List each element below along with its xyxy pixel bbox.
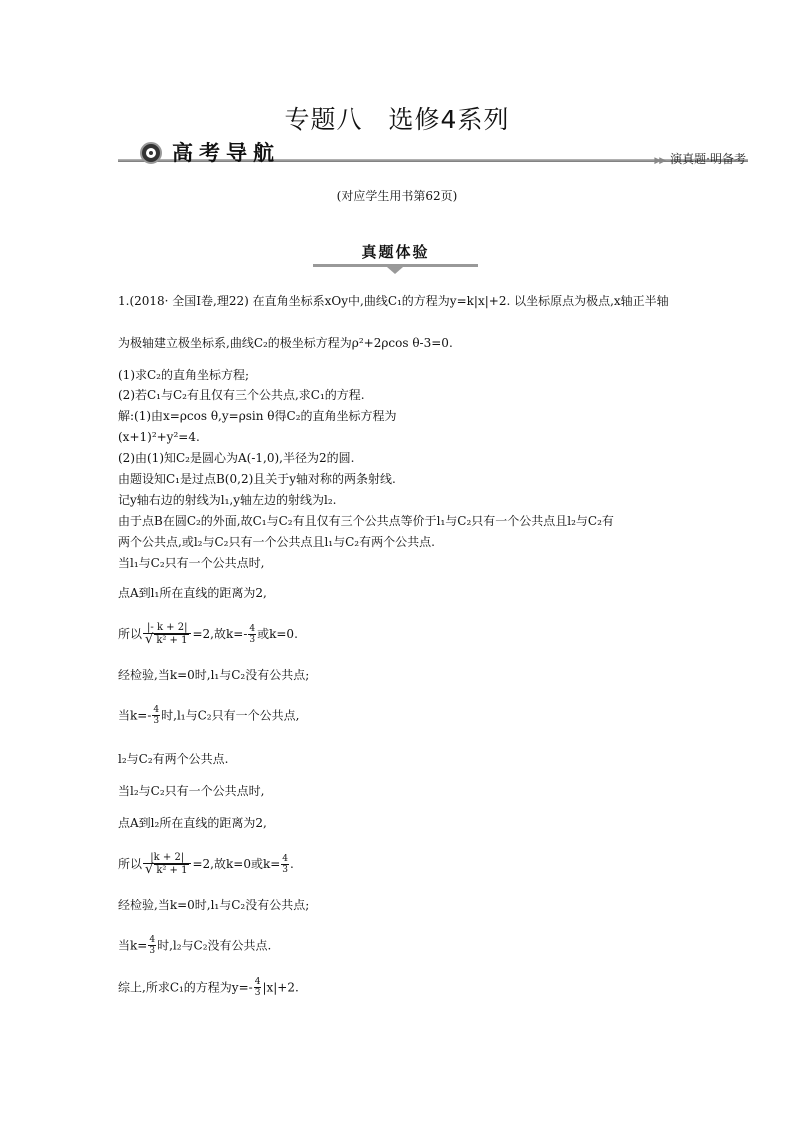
solution-line: 点A到l₁所在直线的距离为2, (118, 586, 267, 600)
formula-prefix: 当k= (118, 938, 148, 953)
fraction-denominator: 3 (249, 634, 256, 645)
banner-heading: 高考导航 (172, 141, 280, 165)
solution-line: 两个公共点,或l₂与C₂只有一个公共点且l₁与C₂有两个公共点. (118, 535, 435, 549)
fraction-numerator: |- k + 2| (143, 622, 191, 634)
formula-line (118, 978, 299, 998)
solution-line: 当l₁与C₂只有一个公共点时, (118, 556, 265, 570)
double-arrow-icon: ▶▶ (654, 156, 665, 166)
fraction-numerator: 4 (254, 977, 261, 987)
formula-suffix: . (290, 857, 294, 871)
solution-line: (2)由(1)知C₂是圆心为A(-1,0),半径为2的圆. (118, 451, 355, 465)
solution-line: 由于点B在圆C₂的外面,故C₁与C₂有且仅有三个公共点等价于l₁与C₂只有一个公共点且l₂与C₂有 (118, 514, 614, 528)
formula-line (118, 852, 294, 877)
k-fraction (152, 706, 160, 726)
formula-suffix: |x|+2. (262, 980, 299, 995)
distance-fraction (143, 852, 191, 877)
formula-line (118, 706, 299, 726)
k-fraction (148, 936, 156, 956)
k-fraction (254, 978, 262, 998)
question-1: (1)求C₂的直角坐标方程; (118, 368, 250, 382)
fraction-denominator: 3 (153, 716, 160, 726)
fraction-numerator: 4 (282, 853, 289, 864)
solution-line: 经检验,当k=0时,l₁与C₂没有公共点; (118, 898, 310, 912)
formula-prefix: 所以 (118, 627, 143, 641)
k-fraction (281, 855, 289, 875)
problem-line-2: 为极轴建立极坐标系,曲线C₂的极坐标方程为ρ²+2ρcos θ-3=0. (118, 336, 453, 350)
fraction-numerator: 4 (249, 623, 256, 634)
banner-tag (654, 150, 746, 167)
formula-line (118, 622, 298, 647)
solution-line: (x+1)²+y²=4. (118, 430, 200, 444)
sqrt-content: k² + 1 (156, 865, 188, 876)
sqrt-icon: √ (145, 632, 154, 647)
solution-line: 点A到l₂所在直线的距离为2, (118, 816, 267, 830)
formula-suffix: 时,l₁与C₂只有一个公共点, (161, 708, 300, 723)
section-banner (118, 140, 748, 168)
formula-line (118, 936, 271, 956)
fraction-numerator: 4 (149, 935, 156, 945)
sqrt-icon: √ (145, 862, 154, 877)
target-icon (140, 142, 162, 164)
solution-line: 解:(1)由x=ρcos θ,y=ρsin θ得C₂的直角坐标方程为 (118, 409, 397, 423)
fraction-denominator: 3 (282, 864, 289, 875)
formula-prefix: 所以 (118, 857, 143, 871)
fraction-denominator: 3 (149, 946, 156, 956)
banner-tag-text: 演真题·明备考 (670, 152, 746, 166)
question-2: (2)若C₁与C₂有且仅有三个公共点,求C₁的方程. (118, 388, 365, 402)
fraction-denominator (143, 864, 191, 877)
section-header (313, 241, 478, 262)
page-title: 专题八 选修4系列 (284, 105, 510, 134)
sqrt-content: k² + 1 (156, 635, 188, 646)
solution-line: 由题设知C₁是过点B(0,2)且关于y轴对称的两条射线. (118, 472, 396, 486)
fraction-numerator: |k + 2| (143, 852, 191, 864)
formula-suffix: 或k=0. (257, 627, 298, 641)
distance-fraction (143, 622, 191, 647)
solution-line: 记y轴右边的射线为l₁,y轴左边的射线为l₂. (118, 493, 337, 507)
fraction-denominator (143, 634, 191, 647)
fraction-denominator: 3 (254, 988, 261, 998)
section-triangle-icon (387, 267, 403, 274)
reference-note: (对应学生用书第62页) (336, 189, 458, 203)
formula-prefix: 综上,所求C₁的方程为y=- (118, 980, 253, 995)
fraction-numerator: 4 (153, 705, 160, 715)
formula-middle: =2,故k=0或k= (192, 857, 281, 871)
solution-line: 经检验,当k=0时,l₁与C₂没有公共点; (118, 668, 310, 682)
solution-line: l₂与C₂有两个公共点. (118, 752, 229, 766)
k-fraction (248, 625, 256, 645)
formula-suffix: 时,l₂与C₂没有公共点. (157, 938, 272, 953)
problem-line-1: 1.(2018· 全国Ⅰ卷,理22) 在直角坐标系xOy中,曲线C₁的方程为y=k|x|+2. 以坐标原点为极点,x轴正半轴 (118, 294, 669, 308)
formula-prefix: 当k=- (118, 708, 152, 723)
formula-middle: =2,故k=- (192, 627, 248, 641)
section-title: 真题体验 (361, 243, 430, 261)
solution-line: 当l₂与C₂只有一个公共点时, (118, 784, 265, 798)
